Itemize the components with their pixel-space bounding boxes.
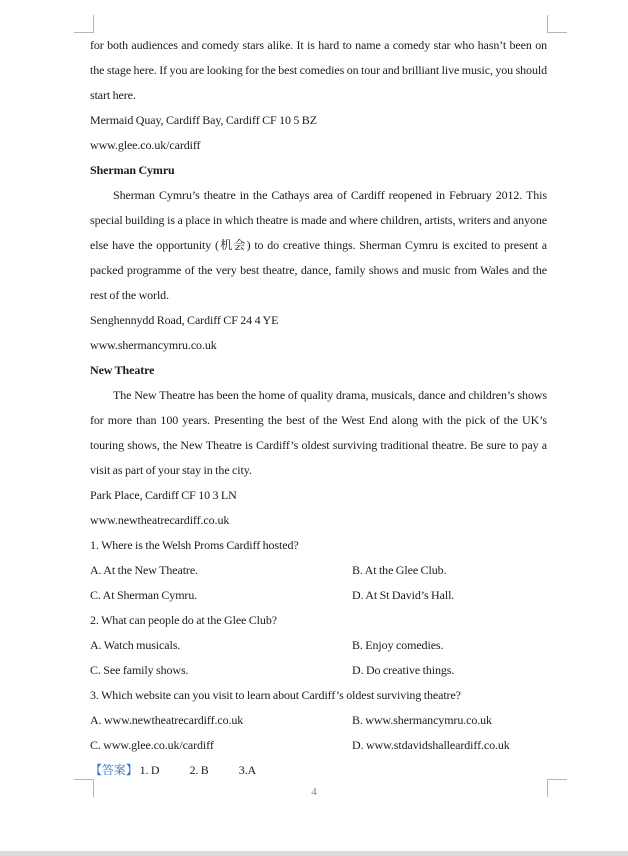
question-3-option-a: A. www.newtheatrecardiff.co.uk xyxy=(90,713,244,727)
answer-key-line xyxy=(90,758,547,783)
question-1-option-c: C. At Sherman Cymru. xyxy=(90,588,198,602)
intro-paragraph-line: the stage here. If you are looking for the best comedies on tour and brilliant live music, you should xyxy=(90,63,547,77)
text-boundary-mark-top-right xyxy=(547,15,567,33)
sherman-paragraph-line: packed programme of the very best theatre, dance, family shows and music from Wales and the xyxy=(90,263,547,277)
question-1-options-row xyxy=(90,558,547,583)
answer-item-2: 2. B xyxy=(189,763,209,777)
answer-key-label: 【答案】 xyxy=(90,763,138,777)
new-theatre-paragraph-line: for more than 100 years. Presenting the best of the West End along with the pick of the UK’s xyxy=(90,413,547,427)
question-2-options-row xyxy=(90,658,547,683)
page-edge-strip xyxy=(0,851,628,856)
question-2-option-c: C. See family shows. xyxy=(90,663,189,677)
question-3-option-c: C. www.glee.co.uk/cardiff xyxy=(90,738,214,752)
question-3-stem: 3. Which website can you visit to learn about Cardiff’s oldest surviving theatre? xyxy=(90,688,461,702)
glee-website: www.glee.co.uk/cardiff xyxy=(90,138,201,152)
sherman-heading: Sherman Cymru xyxy=(90,163,175,177)
document-content xyxy=(90,33,547,783)
new-theatre-paragraph-line: touring shows, the New Theatre is Cardiff’s oldest surviving traditional theatre. Be sure to pay a xyxy=(90,438,547,452)
question-3-options-row xyxy=(90,733,547,758)
new-theatre-website: www.newtheatrecardiff.co.uk xyxy=(90,513,230,527)
question-1-option-b: B. At the Glee Club. xyxy=(352,563,447,577)
question-2-option-b: B. Enjoy comedies. xyxy=(352,638,444,652)
intro-paragraph-line: start here. xyxy=(90,88,136,102)
question-3-option-b: B. www.shermancymru.co.uk xyxy=(352,713,492,727)
sherman-paragraph-line: rest of the world. xyxy=(90,288,169,302)
new-theatre-heading: New Theatre xyxy=(90,363,155,377)
glee-address: Mermaid Quay, Cardiff Bay, Cardiff CF 10 5 BZ xyxy=(90,113,317,127)
sherman-paragraph-line: Sherman Cymru’s theatre in the Cathays area of Cardiff reopened in February 2012. This xyxy=(113,188,547,202)
question-2-option-a: A. Watch musicals. xyxy=(90,638,181,652)
question-2-option-d: D. Do creative things. xyxy=(352,663,455,677)
new-theatre-address: Park Place, Cardiff CF 10 3 LN xyxy=(90,488,237,502)
text-boundary-mark-top-left xyxy=(74,15,94,33)
answer-item-1: 1. D xyxy=(139,763,160,777)
intro-paragraph-line: for both audiences and comedy stars alike. It is hard to name a comedy star who hasn’t been on xyxy=(90,38,547,52)
question-1-options-row xyxy=(90,583,547,608)
sherman-address: Senghennydd Road, Cardiff CF 24 4 YE xyxy=(90,313,279,327)
answer-item-3: 3.A xyxy=(238,763,257,777)
sherman-website: www.shermancymru.co.uk xyxy=(90,338,217,352)
sherman-paragraph-line: special building is a place in which theatre is made and where children, artists, writers and anyone xyxy=(90,213,547,227)
question-2-options-row xyxy=(90,633,547,658)
question-1-stem: 1. Where is the Welsh Proms Cardiff hosted? xyxy=(90,538,299,552)
question-2-stem: 2. What can people do at the Glee Club? xyxy=(90,613,277,627)
question-1-option-d: D. At St David’s Hall. xyxy=(352,588,455,602)
question-1-option-a: A. At the New Theatre. xyxy=(90,563,198,577)
page-number: 4 xyxy=(311,786,317,798)
question-3-options-row xyxy=(90,708,547,733)
sherman-paragraph-line: else have the opportunity (机会) to do creative things. Sherman Cymru is excited to present a xyxy=(90,238,547,252)
question-3-option-d: D. www.stdavidshalleardiff.co.uk xyxy=(352,738,510,752)
new-theatre-paragraph-line: The New Theatre has been the home of quality drama, musicals, dance and children’s shows xyxy=(113,388,547,402)
new-theatre-paragraph-line: visit as part of your stay in the city. xyxy=(90,463,252,477)
